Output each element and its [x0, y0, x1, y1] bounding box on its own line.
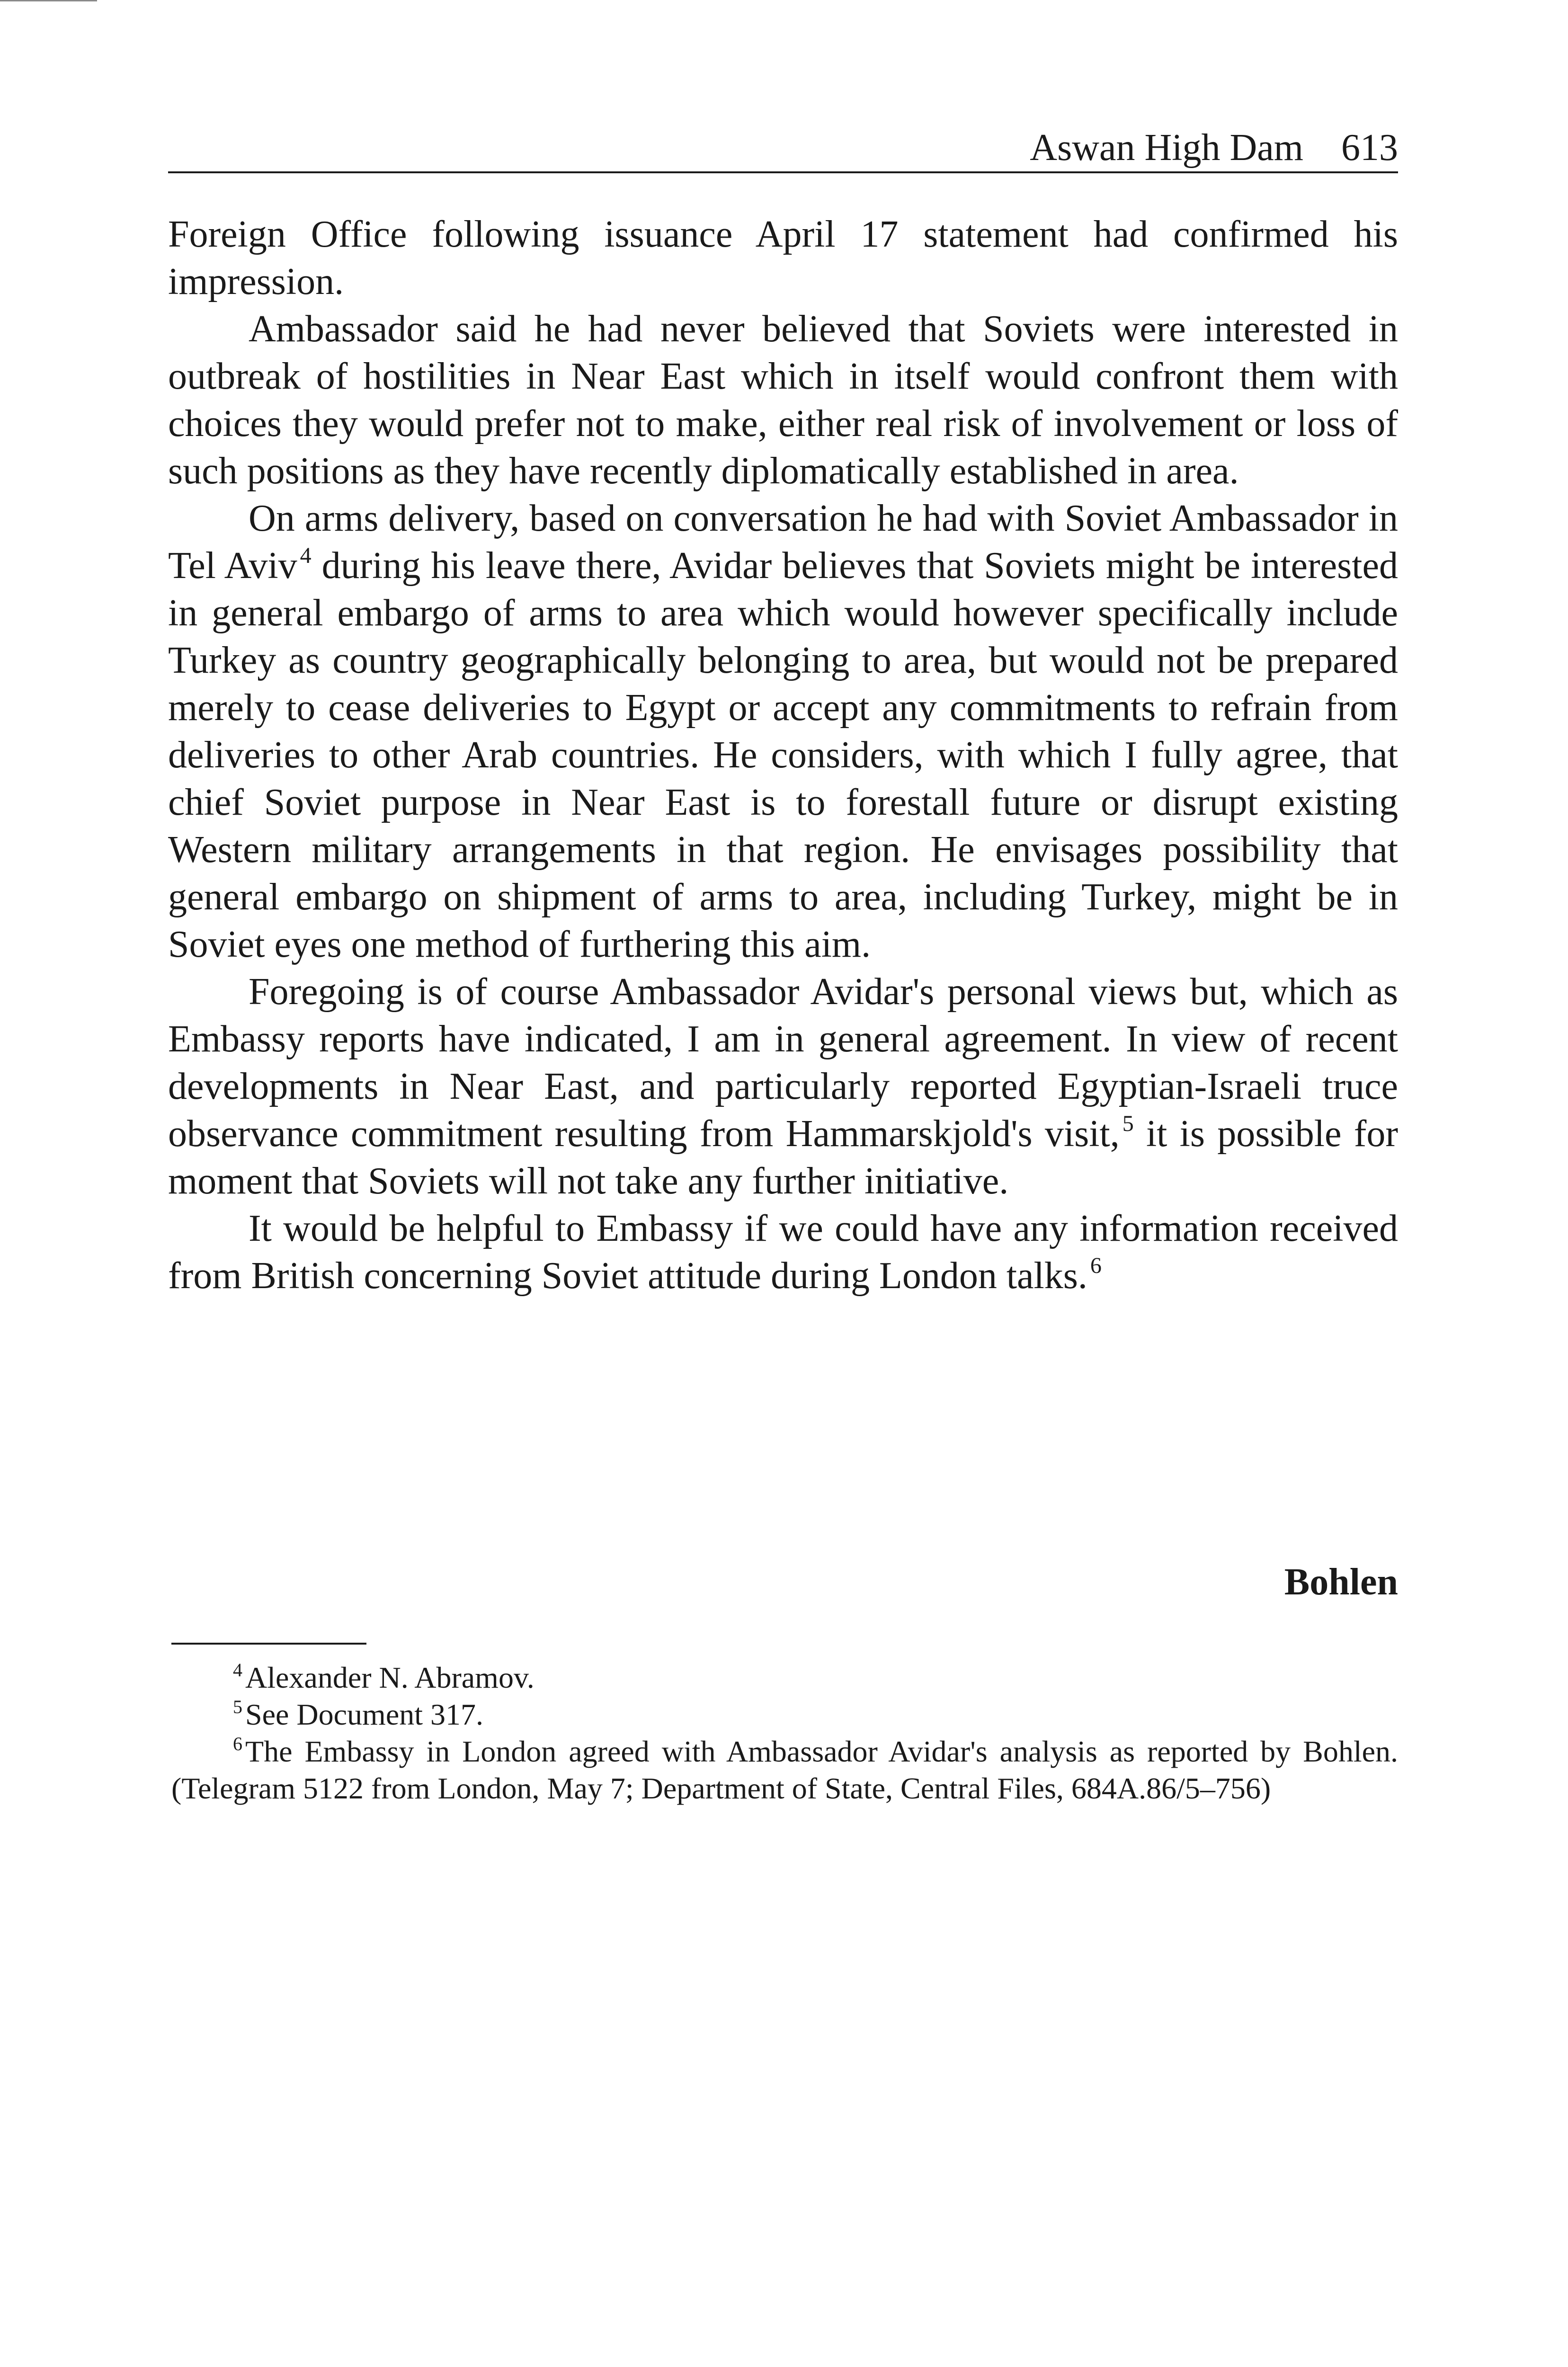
- paragraph-text: during his leave there, Avidar believes that Soviets might be interested in general embargo of arms to area which would however specifically include Turkey as country geographically belonging to area, but would not be prepared merely to cease deliveries to Egypt or accept any commitments to refrain from deliveries to other Arab countries. He considers, with which I fully agree, that chief Soviet purpose in Near East is to forestall future or disrupt existing Western military arrangements in that region. He envisages possibility that general embargo on shipment of arms to area, including Turkey, might be in Soviet eyes one method of furthering this aim.: [168, 545, 1398, 965]
- footnote-mark: 5: [233, 1696, 242, 1717]
- page-header: [168, 124, 1398, 173]
- paragraph: [168, 1205, 1398, 1299]
- footnote: [171, 1696, 1398, 1733]
- paragraph: Ambassador said he had never believed that Soviets were interested in outbreak of hostilities in Near East which in itself would confront them with choices they would prefer not to make, either real risk of involvement or loss of such positions as they have recently diplomatically established in area.: [168, 308, 1398, 492]
- footnote-divider: [171, 1643, 366, 1645]
- paragraph: [168, 495, 1398, 968]
- footnote-text: Alexander N. Abramov.: [245, 1661, 535, 1694]
- paragraph-text: On arms delivery, based on conversation he had with Soviet Ambassador in Tel Aviv: [168, 498, 1398, 587]
- running-title: Aswan High Dam: [1030, 127, 1303, 169]
- footnote-text: The Embassy in London agreed with Ambassador Avidar's analysis as reported by Bohlen. (Telegram 5122 from London, May 7; Department of State, Central Files, 684A.86/5–756): [171, 1735, 1398, 1805]
- footnotes: [171, 1659, 1398, 1807]
- paragraph-text: it is possible for moment that Soviets will not take any further initiative.: [168, 1113, 1398, 1202]
- body-text: [168, 211, 1398, 1299]
- paragraph-continuation: Foreign Office following issuance April 17 statement had confirmed his impression.: [168, 214, 1398, 303]
- footnote: [171, 1733, 1398, 1807]
- scan-edge-mark: [0, 0, 97, 1]
- running-head: [1030, 129, 1398, 167]
- footnote-mark: 4: [233, 1659, 242, 1681]
- paragraph-text: It would be helpful to Embassy if we could have any information received from British concerning Soviet attitude during London talks.: [168, 1208, 1398, 1297]
- page-number: 613: [1341, 127, 1398, 169]
- footnote-mark: 6: [233, 1733, 242, 1754]
- paragraph: [168, 968, 1398, 1205]
- footnote-text: See Document 317.: [245, 1698, 483, 1731]
- footnote-reference[interactable]: 5: [1122, 1111, 1134, 1136]
- footnote-reference[interactable]: 6: [1090, 1253, 1102, 1278]
- footnote: [171, 1659, 1398, 1696]
- footnote-reference[interactable]: 4: [300, 543, 312, 568]
- paragraph-text: Foregoing is of course Ambassador Avidar's personal views but, which as Embassy reports have indicated, I am in general agreement. In view of recent developments in Near East, and particularly reported Egyptian-Israeli truce observance commitment resulting from Hammarskjold's visit,: [168, 971, 1398, 1155]
- signature: Bohlen: [1284, 1561, 1398, 1603]
